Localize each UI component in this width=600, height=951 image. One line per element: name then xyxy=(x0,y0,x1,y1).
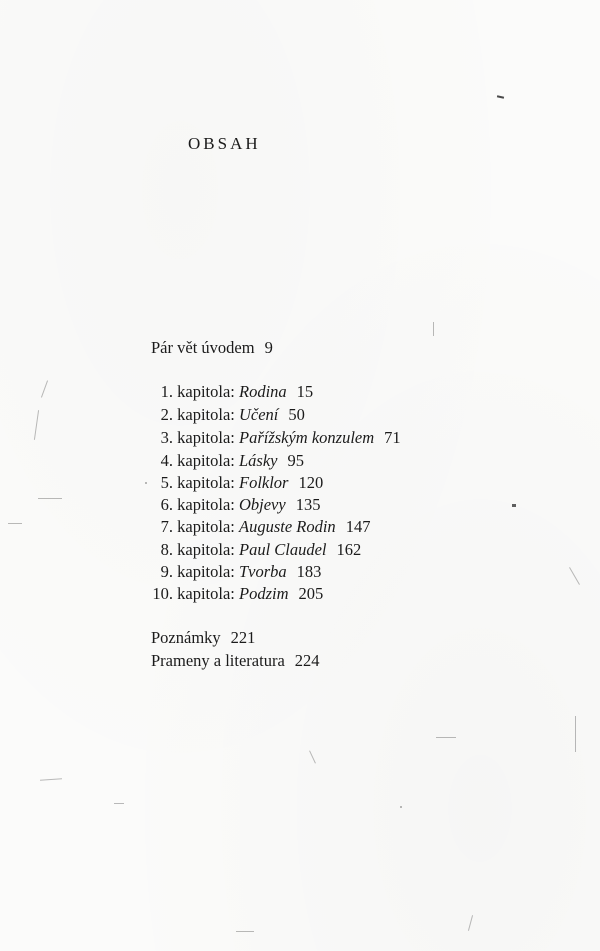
toc-entry-chapter xyxy=(151,427,401,449)
scan-speck xyxy=(40,778,62,781)
chapter-prefix: kapitola: xyxy=(177,382,235,401)
scan-speck xyxy=(145,482,147,484)
chapter-prefix: kapitola: xyxy=(177,495,235,514)
chapter-number: 7. xyxy=(160,517,173,536)
toc-entry-chapter xyxy=(151,539,361,561)
toc-entry-page: 9 xyxy=(264,338,273,357)
toc-entry-page: 205 xyxy=(298,584,324,603)
chapter-title: Rodina xyxy=(238,382,287,401)
scan-speck xyxy=(236,931,254,932)
chapter-number: 6. xyxy=(160,495,173,514)
chapter-title: Tvorba xyxy=(238,562,287,581)
chapter-prefix: kapitola: xyxy=(177,473,235,492)
scan-speck xyxy=(400,806,402,808)
chapter-prefix: kapitola: xyxy=(177,405,235,424)
toc-entry-page: 15 xyxy=(296,382,314,401)
scan-speck xyxy=(575,716,576,752)
scan-speck xyxy=(41,380,48,397)
chapter-prefix: kapitola: xyxy=(177,428,235,447)
chapter-title: Folklor xyxy=(238,473,289,492)
chapter-title: Auguste Rodin xyxy=(238,517,336,536)
chapter-number: 2. xyxy=(160,405,173,424)
toc-entry-chapter xyxy=(151,561,321,583)
chapter-prefix: kapitola: xyxy=(177,540,235,559)
chapter-number: 1. xyxy=(160,382,173,401)
chapter-prefix: kapitola: xyxy=(177,562,235,581)
toc-entry-notes xyxy=(151,627,255,649)
toc-entry-page: 120 xyxy=(298,473,324,492)
scan-speck xyxy=(34,410,39,440)
toc-entry-page: 71 xyxy=(384,428,401,447)
toc-entry-intro xyxy=(151,337,273,359)
scan-speck xyxy=(8,523,22,524)
scan-speck xyxy=(433,322,434,336)
toc-entry-chapter xyxy=(151,494,320,516)
chapter-title: Paul Claudel xyxy=(238,540,327,559)
chapter-title: Podzim xyxy=(238,584,289,603)
chapter-prefix: kapitola: xyxy=(177,451,235,470)
toc-entry-page: 183 xyxy=(296,562,322,581)
toc-entry-chapter xyxy=(151,381,313,403)
chapter-number: 4. xyxy=(160,451,173,470)
toc-entry-title: Poznámky xyxy=(151,628,221,647)
toc-entry-sources xyxy=(151,650,320,672)
scan-speck xyxy=(114,803,124,804)
chapter-prefix: kapitola: xyxy=(177,517,235,536)
scan-speck xyxy=(309,750,316,763)
scan-speck xyxy=(497,95,504,98)
toc-entry-page: 50 xyxy=(288,405,305,424)
chapter-title: Pařížským konzulem xyxy=(238,428,375,447)
scan-speck xyxy=(512,504,516,507)
toc-entry-chapter xyxy=(151,450,304,472)
toc-entry-page: 221 xyxy=(230,628,256,647)
toc-entry-title: Prameny a literatura xyxy=(151,651,285,670)
scan-speck xyxy=(436,737,456,738)
toc-entry-page: 224 xyxy=(294,651,320,670)
contents-heading: OBSAH xyxy=(188,134,261,153)
chapter-number: 8. xyxy=(160,540,173,559)
toc-entry-title: Pár vět úvodem xyxy=(151,338,255,357)
chapter-number: 5. xyxy=(160,473,173,492)
toc-entry-chapter xyxy=(151,472,323,494)
toc-entry-chapter xyxy=(151,516,370,538)
chapter-title: Objevy xyxy=(238,495,286,514)
chapter-prefix: kapitola: xyxy=(177,584,235,603)
chapter-title: Učení xyxy=(238,405,279,424)
scan-speck xyxy=(38,498,62,499)
toc-entry-page: 95 xyxy=(287,451,304,470)
toc-entry-page: 147 xyxy=(345,517,371,536)
toc-entry-page: 162 xyxy=(336,540,362,559)
chapter-number: 9. xyxy=(160,562,173,581)
toc-entry-chapter xyxy=(151,404,305,426)
scan-speck xyxy=(569,567,580,585)
chapter-title: Lásky xyxy=(238,451,278,470)
chapter-number: 10. xyxy=(152,584,173,603)
toc-entry-page: 135 xyxy=(295,495,321,514)
scan-speck xyxy=(468,915,473,931)
chapter-number: 3. xyxy=(160,428,173,447)
toc-entry-chapter xyxy=(151,583,323,605)
